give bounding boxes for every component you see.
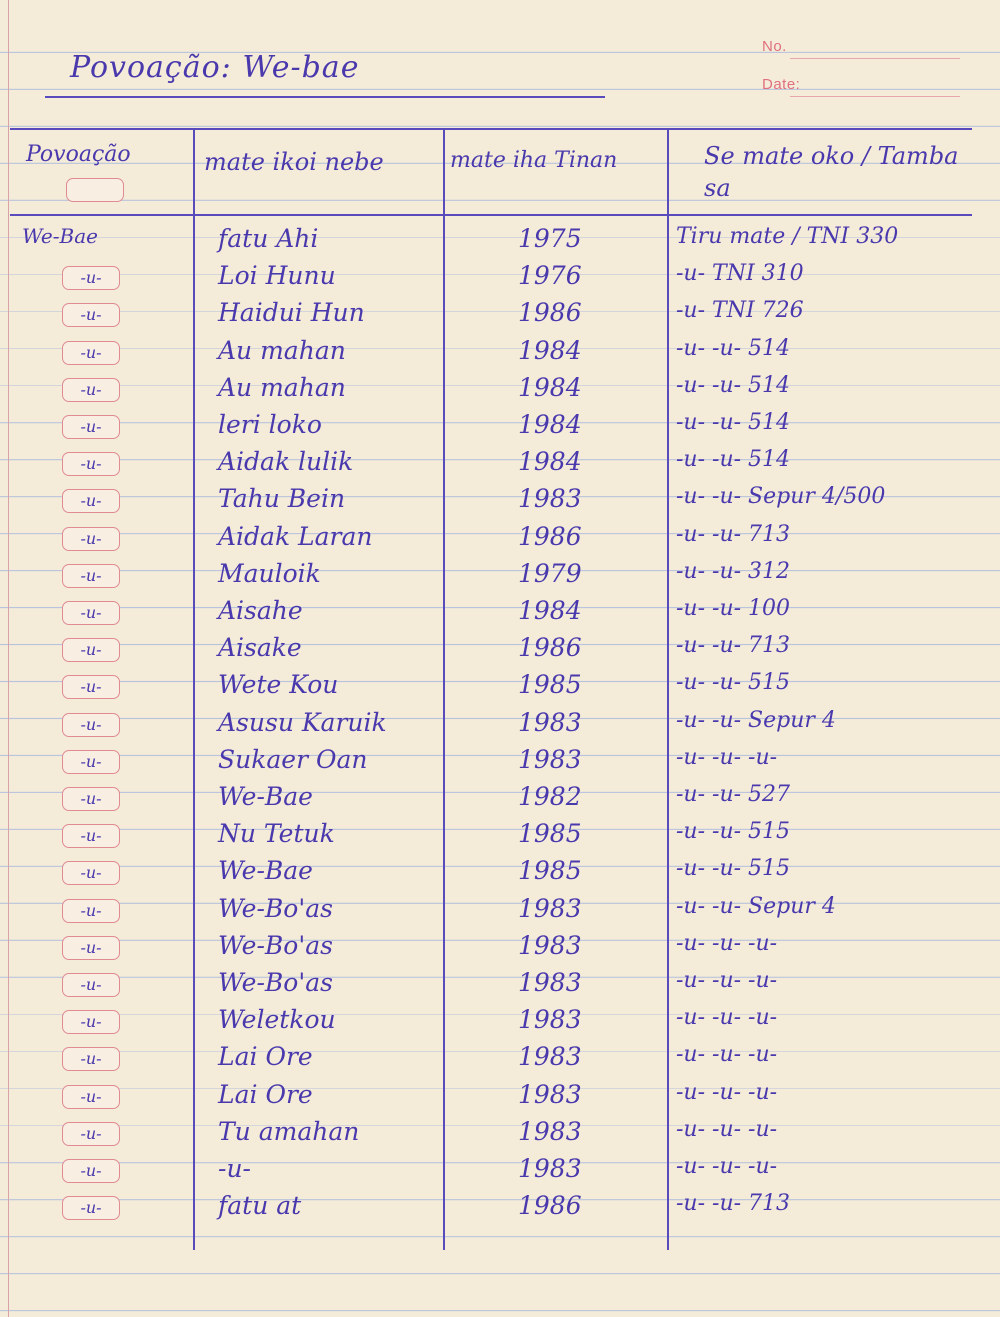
- table-row: [0, 1003, 1000, 1040]
- cell-name: Aisahe: [218, 596, 303, 625]
- cell-year: 1985: [518, 856, 582, 886]
- cell-cause: -u- -u- 515: [676, 856, 791, 882]
- cell-name: Tu amahan: [218, 1116, 360, 1146]
- cell-name: Weletkou: [218, 1005, 336, 1035]
- cell-name: Au mahan: [218, 372, 346, 402]
- table-row: [0, 966, 1000, 1003]
- cell-year: 1979: [518, 558, 582, 588]
- cell-name: leri loko: [218, 410, 322, 439]
- cell-cause: -u- -u- 713: [676, 633, 791, 659]
- table-row: [0, 1040, 1000, 1077]
- cell-year: 1986: [518, 298, 582, 328]
- stamp-no-line: [790, 58, 960, 59]
- cell-cause: -u- -u- -u-: [676, 744, 778, 770]
- cell-year: 1986: [518, 521, 582, 551]
- cell-cause: -u- -u- 514: [676, 335, 791, 361]
- cell-year: 1986: [518, 633, 582, 663]
- table-row: [0, 1115, 1000, 1152]
- table-header-rule: [10, 214, 972, 216]
- cell-name: fatu Ahi: [218, 224, 319, 253]
- cell-place: -u-: [62, 341, 120, 365]
- cell-year: 1983: [518, 1079, 582, 1109]
- table-row: [0, 334, 1000, 371]
- cell-year: 1983: [518, 1005, 582, 1035]
- cell-place: -u-: [62, 1159, 120, 1183]
- table-row: [0, 854, 1000, 891]
- page-title: Povoação: We-bae: [70, 50, 360, 85]
- cell-cause: -u- -u- 100: [676, 596, 791, 621]
- cell-cause: -u- -u- Sepur 4/500: [676, 484, 886, 510]
- cell-name: Lai Ore: [218, 1079, 313, 1109]
- table-row: [0, 892, 1000, 929]
- cell-year: 1983: [518, 1116, 582, 1146]
- cell-place: -u-: [62, 266, 120, 290]
- cell-place: -u-: [62, 861, 120, 885]
- cell-name: We-Bo'as: [218, 968, 333, 997]
- table-row: [0, 371, 1000, 408]
- cell-year: 1985: [518, 670, 582, 700]
- cell-year: 1984: [518, 335, 582, 365]
- cell-year: 1984: [518, 410, 582, 439]
- cell-name: fatu at: [218, 1191, 302, 1221]
- cell-place: -u-: [62, 675, 120, 699]
- cell-place: -u-: [62, 824, 120, 848]
- cell-year: 1983: [518, 930, 582, 960]
- cell-place: -u-: [62, 378, 120, 402]
- cell-name: Sukaer Oan: [218, 744, 368, 774]
- cell-place: We-Bae: [22, 224, 98, 248]
- cell-name: Lai Ore: [218, 1042, 313, 1072]
- title-underline: [45, 96, 605, 98]
- cell-cause: -u- -u- 312: [676, 558, 791, 584]
- cell-cause: -u- -u- 514: [676, 447, 791, 473]
- cell-name: Tahu Bein: [218, 484, 346, 514]
- cell-name: Wete Kou: [218, 670, 339, 700]
- stamp-no-label: No.: [762, 38, 787, 55]
- cell-name: Aidak lulik: [218, 447, 354, 477]
- cell-place: -u-: [62, 489, 120, 513]
- stamp-date-label: Date:: [762, 76, 801, 93]
- cell-name: Haidui Hun: [218, 298, 365, 328]
- cell-cause: -u- -u- 515: [676, 819, 791, 845]
- table-row: [0, 668, 1000, 705]
- cell-year: 1984: [518, 596, 582, 625]
- header-place: Povoação: [26, 142, 131, 167]
- cell-cause: -u- -u- 713: [676, 521, 791, 547]
- cell-place: -u-: [62, 1047, 120, 1071]
- table-row: [0, 520, 1000, 557]
- cell-year: 1983: [518, 484, 582, 514]
- cell-place: -u-: [62, 452, 120, 476]
- table-row: [0, 482, 1000, 519]
- cell-name: We-Bo'as: [218, 893, 333, 923]
- cell-place: -u-: [62, 1085, 120, 1109]
- table-row: [0, 1189, 1000, 1226]
- cell-year: 1983: [518, 1042, 582, 1072]
- table-top-rule: [10, 128, 972, 130]
- cell-year: 1983: [518, 1154, 582, 1183]
- cell-cause: -u- -u- -u-: [676, 1116, 778, 1142]
- cell-place: -u-: [62, 564, 120, 588]
- table-row: [0, 296, 1000, 333]
- stamp-date-line: [790, 96, 960, 97]
- cell-place: -u-: [62, 750, 120, 774]
- cell-place: -u-: [62, 713, 120, 737]
- cell-cause: -u- -u- 713: [676, 1191, 791, 1217]
- cell-name: Asusu Karuik: [218, 707, 387, 737]
- table-row: [0, 1078, 1000, 1115]
- table-row: [0, 631, 1000, 668]
- cell-year: 1975: [518, 224, 582, 253]
- cell-name: We-Bo'as: [218, 930, 333, 960]
- cell-place: -u-: [62, 1196, 120, 1220]
- table-row: [0, 445, 1000, 482]
- cell-cause: -u- -u- -u-: [676, 1154, 778, 1179]
- cell-cause: -u- -u- -u-: [676, 968, 778, 993]
- cell-cause: -u- -u- 514: [676, 372, 791, 398]
- cell-place: -u-: [62, 899, 120, 923]
- cell-cause: -u- -u- 514: [676, 410, 791, 435]
- cell-place: -u-: [62, 1010, 120, 1034]
- header-cause: Se mate oko / Tamba sa: [704, 142, 959, 203]
- cell-cause: -u- -u- 527: [676, 782, 791, 807]
- cell-year: 1983: [518, 968, 582, 997]
- cell-name: Nu Tetuk: [218, 819, 335, 849]
- cell-cause: -u- -u- Sepur 4: [676, 893, 836, 919]
- table-row: [0, 743, 1000, 780]
- cell-place: -u-: [62, 787, 120, 811]
- cell-place: -u-: [62, 973, 120, 997]
- cell-year: 1976: [518, 261, 582, 291]
- cell-year: 1983: [518, 707, 582, 737]
- cell-place: -u-: [62, 1122, 120, 1146]
- cell-cause: -u- -u- Sepur 4: [676, 707, 836, 733]
- cell-year: 1983: [518, 744, 582, 774]
- cell-year: 1986: [518, 1191, 582, 1221]
- table-row: [0, 222, 1000, 259]
- cell-name: Aidak Laran: [218, 521, 373, 551]
- cell-year: 1985: [518, 819, 582, 849]
- cell-place: -u-: [62, 415, 120, 439]
- table-row: [0, 1152, 1000, 1189]
- cell-place: -u-: [62, 527, 120, 551]
- cell-name: Aisake: [218, 633, 302, 663]
- table-row: [0, 817, 1000, 854]
- cell-cause: -u- TNI 310: [676, 261, 804, 287]
- table-row: [0, 929, 1000, 966]
- cell-name: Mauloik: [218, 558, 321, 588]
- table-row: [0, 557, 1000, 594]
- cell-name: Au mahan: [218, 335, 346, 365]
- cell-place: -u-: [62, 638, 120, 662]
- cell-cause: -u- -u- 515: [676, 670, 791, 696]
- header-place-box: [66, 178, 124, 202]
- cell-name: Loi Hunu: [218, 261, 336, 291]
- cell-name: We-Bae: [218, 782, 313, 811]
- cell-cause: Tiru mate / TNI 330: [676, 224, 899, 249]
- table-row: [0, 706, 1000, 743]
- cell-name: We-Bae: [218, 856, 313, 886]
- cell-year: 1984: [518, 447, 582, 477]
- cell-year: 1982: [518, 782, 582, 811]
- cell-name: -u-: [218, 1154, 251, 1183]
- cell-year: 1984: [518, 372, 582, 402]
- cell-place: -u-: [62, 303, 120, 327]
- table-row: [0, 259, 1000, 296]
- cell-place: -u-: [62, 601, 120, 625]
- table-row: [0, 780, 1000, 817]
- header-name: mate ikoi nebe: [204, 148, 384, 176]
- cell-place: -u-: [62, 936, 120, 960]
- cell-cause: -u- -u- -u-: [676, 1005, 778, 1031]
- table-row: [0, 594, 1000, 631]
- table-row: [0, 408, 1000, 445]
- header-year: mate iha Tinan: [450, 148, 618, 173]
- cell-cause: -u- -u- -u-: [676, 1079, 778, 1105]
- cell-cause: -u- -u- -u-: [676, 930, 778, 956]
- cell-year: 1983: [518, 893, 582, 923]
- cell-cause: -u- TNI 726: [676, 298, 804, 324]
- cell-cause: -u- -u- -u-: [676, 1042, 778, 1068]
